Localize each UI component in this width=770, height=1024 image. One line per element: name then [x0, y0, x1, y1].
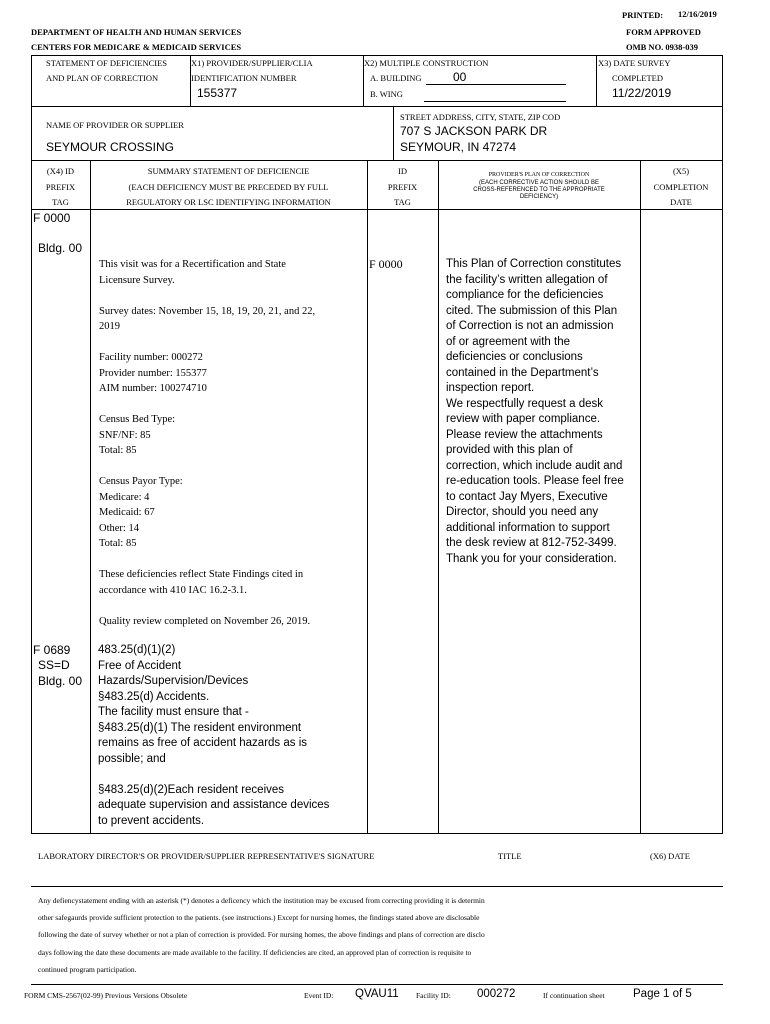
plan-line: correction, which include audit and — [446, 459, 623, 472]
disclaimer-line: days following the date these documents are made available to the facility. If deficiencies are cited, an approved plan of correction is requisite to — [38, 947, 472, 957]
plan-line: of or agreement with the — [446, 335, 571, 348]
summary-line: Survey dates: November 15, 18, 19, 20, 21, and 22, — [99, 305, 316, 317]
plan-line: re-education tools. Please feel free — [446, 475, 624, 487]
summary-line: Medicare: 4 — [99, 491, 150, 503]
building-value: 00 — [453, 70, 467, 84]
summary-header-1: SUMMARY STATEMENT OF DEFICIENCIE — [147, 166, 310, 176]
x4-header-2: PREFIX — [45, 182, 76, 192]
plan-header-1: PROVIDER'S PLAN OF CORRECTION — [488, 172, 590, 178]
provider-name-label: NAME OF PROVIDER OR SUPPLIER — [46, 120, 184, 130]
plan-line: Please review the attachments — [446, 428, 603, 441]
severity-ss-d: SS=D — [38, 658, 70, 672]
wing-label: B. WING — [370, 89, 403, 99]
summary-line: remains as free of accident hazards as is — [98, 737, 308, 749]
id-tag-f0000: F 0000 — [369, 257, 403, 271]
department-title: DEPARTMENT OF HEALTH AND HUMAN SERVICES — [31, 27, 242, 37]
title-label: TITLE — [498, 851, 522, 861]
page-number: Page 1 of 5 — [633, 988, 692, 1000]
summary-line — [98, 767, 329, 783]
provider-name-value: SEYMOUR CROSSING — [46, 140, 175, 154]
tag-f0000: F 0000 — [33, 211, 71, 225]
summary-line: 483.25(d)(1)(2) — [98, 644, 176, 656]
form-approved: FORM APPROVED — [626, 27, 701, 37]
disclaimer-text — [38, 892, 485, 978]
centers-title: CENTERS FOR MEDICARE & MEDICAID SERVICES — [31, 42, 242, 52]
summary-line: SNF/NF: 85 — [99, 429, 151, 441]
x3-label-1: X3) DATE SURVEY — [598, 58, 671, 68]
x3-label-2: COMPLETED — [612, 73, 663, 83]
plan-header-2: (EACH CORRECTIVE ACTION SHOULD BE — [478, 180, 600, 186]
facility-id-label: Facility ID: — [416, 991, 451, 1000]
id-header-2: PREFIX — [387, 182, 418, 192]
summary-line — [99, 598, 315, 614]
disclaimer-line: other safegaurds provide sufficient protection to the patients. (see instructions.) Except for nursing homes, the findings stated above are disclosable — [38, 913, 480, 923]
id-header-3: TAG — [394, 197, 411, 207]
summary-line: §483.25(d) Accidents. — [98, 690, 210, 703]
plan-line: This Plan of Correction constitutes — [446, 258, 622, 270]
plan-line: provided with this plan of — [446, 444, 573, 456]
continuation-label: If continuation sheet — [543, 991, 605, 1000]
summary-line: accordance with 410 IAC 16.2-3.1. — [99, 584, 247, 596]
summary-line: This visit was for a Recertification and State — [99, 259, 286, 270]
plan-line: inspection report. — [446, 382, 535, 394]
summary-line — [99, 397, 315, 413]
x1-label-2: IDENTIFICATION NUMBER — [191, 73, 297, 83]
x4-header-3: TAG — [52, 197, 69, 207]
plan-line: compliance for the deficiencies — [446, 289, 604, 301]
summary-line: Licensure Survey. — [99, 274, 175, 286]
summary-line: Hazards/Supervision/Devices — [98, 675, 249, 687]
summary-line: Census Payor Type: — [99, 476, 183, 487]
x5-header-3: DATE — [670, 197, 692, 207]
provider-id-value: 155377 — [197, 86, 238, 100]
plan-line: review with paper compliance. — [446, 413, 601, 425]
summary-line: Quality review completed on November 26, 2019. — [99, 615, 311, 627]
plan-header-3: CROSS-REFERENCED TO THE APPROPRIATE — [473, 187, 605, 193]
building-label: A. BUILDING — [370, 73, 422, 83]
plan-of-correction-text — [446, 257, 624, 567]
summary-text-f0000 — [99, 257, 315, 629]
summary-line: The facility must ensure that - — [98, 706, 249, 718]
x4-header-1: (X4) ID — [46, 166, 75, 176]
summary-line: §483.25(d)(1) The resident environment — [98, 721, 302, 734]
plan-line: contained in the Department’s — [446, 366, 599, 379]
summary-line: adequate supervision and assistance devices — [98, 799, 330, 811]
summary-line: to prevent accidents. — [98, 814, 205, 827]
address-line-2: SEYMOUR, IN 47274 — [400, 140, 517, 154]
director-signature-label: LABORATORY DIRECTOR'S OR PROVIDER/SUPPLIER REPRESENTATIVE'S SIGNATURE — [38, 851, 375, 861]
summary-line: AIM number: 100274710 — [99, 383, 207, 394]
summary-line: Facility number: 000272 — [99, 352, 203, 363]
statement-label-2: AND PLAN OF CORRECTION — [46, 73, 159, 83]
plan-line: additional information to support — [446, 521, 610, 534]
summary-line: Other: 14 — [99, 522, 139, 534]
summary-text-f0689 — [98, 643, 329, 829]
plan-line: the facility’s written allegation of — [446, 273, 608, 286]
x5-header-1: (X5) — [672, 166, 690, 176]
survey-completed-date: 11/22/2019 — [612, 86, 672, 100]
plan-line: cited. The submission of this Plan — [446, 304, 618, 317]
plan-line: We respectfully request a desk — [446, 397, 604, 410]
facility-id-value: 000272 — [477, 988, 516, 1000]
summary-line — [99, 288, 315, 304]
x1-label-1: X1) PROVIDER/SUPPLIER/CLIA — [191, 58, 313, 68]
x5-header-2: COMPLETION — [653, 182, 709, 192]
plan-line: Director, should you need any — [446, 506, 599, 518]
summary-line — [99, 335, 315, 351]
disclaimer-line: continued program participation. — [38, 964, 137, 974]
summary-line: Total: 85 — [99, 445, 137, 456]
summary-line: These deficiencies reflect State Findings cited in — [99, 569, 304, 580]
summary-line — [99, 552, 315, 568]
disclaimer-line: Any defiencystatement ending with an asterisk (*) denotes a deficency which the institution may be excused from correcting providing it is determin — [38, 896, 485, 905]
address-label: STREET ADDRESS, CITY, STATE, ZIP COD — [400, 112, 561, 122]
printed-label: PRINTED: — [622, 10, 664, 20]
tag-f0689: F 0689 — [33, 643, 71, 657]
plan-line: of Correction is not an admission — [446, 320, 614, 332]
summary-line: 2019 — [99, 321, 120, 332]
x2-label: X2) MULTIPLE CONSTRUCTION — [364, 58, 489, 68]
summary-line: Free of Accident — [98, 659, 182, 672]
x6-date-label: (X6) DATE — [650, 851, 690, 861]
summary-header-3: REGULATORY OR LSC IDENTIFYING INFORMATION — [126, 197, 331, 207]
plan-header-4: DEFICIENCY) — [519, 194, 559, 200]
event-id-value: QVAU11 — [355, 988, 399, 1000]
disclaimer-line: following the date of survey whether or not a plan of correction is provided. For nursing homes, the above findings and plans of correction are disclo — [38, 930, 485, 940]
plan-line: the desk review at 812-752-3499. — [446, 537, 617, 549]
plan-line: Thank you for your consideration. — [446, 552, 617, 565]
printed-date: 12/16/2019 — [678, 9, 717, 19]
plan-line: to contact Jay Myers, Executive — [446, 490, 608, 503]
bldg-00-f0689: Bldg. 00 — [38, 674, 83, 688]
address-line-1: 707 S JACKSON PARK DR — [400, 124, 548, 138]
summary-line: §483.25(d)(2)Each resident receives — [98, 783, 285, 796]
summary-line: Total: 85 — [99, 538, 137, 549]
summary-line: Provider number: 155377 — [99, 367, 207, 379]
event-id-label: Event ID: — [304, 991, 334, 1000]
form-number: FORM CMS-2567(02-99) Previous Versions Obsolete — [24, 991, 188, 1000]
plan-line: deficiencies or conclusions — [446, 351, 583, 363]
summary-header-2: (EACH DEFICIENCY MUST BE PRECEDED BY FULL — [128, 182, 329, 192]
summary-line: Census Bed Type: — [99, 414, 176, 425]
statement-label-1: STATEMENT OF DEFICIENCIES — [46, 58, 168, 68]
id-header-1: ID — [398, 166, 407, 176]
omb-number: OMB NO. 0938-039 — [626, 42, 699, 52]
bldg-00: Bldg. 00 — [38, 241, 83, 255]
summary-line: Medicaid: 67 — [99, 507, 155, 518]
summary-line — [99, 459, 315, 475]
summary-line: possible; and — [98, 752, 166, 765]
